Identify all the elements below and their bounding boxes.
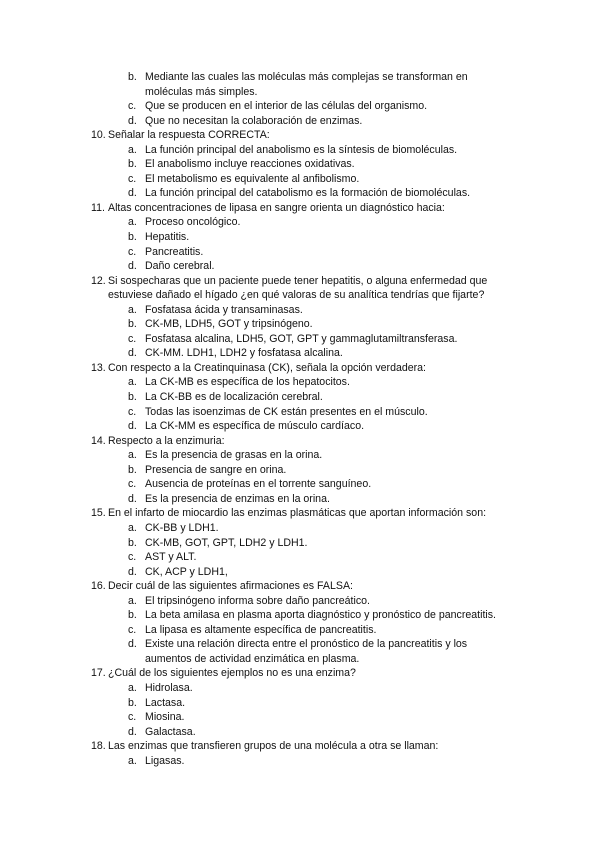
option-text: Existe una relación directa entre el pronóstico de la pancreatitis y los <box>145 638 468 651</box>
answer-option <box>0 259 600 274</box>
question-line <box>0 666 600 681</box>
answer-option <box>0 565 600 580</box>
option-letter: b. <box>128 463 137 476</box>
question-text: Si sospecharas que un paciente puede tener hepatitis, o alguna enfermedad que <box>108 274 488 287</box>
option-line <box>0 259 600 274</box>
question-number: 17. <box>91 667 106 680</box>
option-text: Todas las isoenzimas de CK están presentes en el músculo. <box>145 405 428 418</box>
option-text: AST y ALT. <box>145 551 197 564</box>
option-letter: b. <box>128 536 137 549</box>
question-line <box>0 128 600 143</box>
option-line <box>0 637 600 652</box>
option-line <box>0 157 600 172</box>
question-10 <box>0 128 600 143</box>
option-text: CK-BB y LDH1. <box>145 521 219 534</box>
option-letter: b. <box>128 391 137 404</box>
option-text: La beta amilasa en plasma aporta diagnóstico y pronóstico de pancreatitis. <box>145 609 496 622</box>
option-text: Lactasa. <box>145 696 186 709</box>
answer-option <box>0 157 600 172</box>
option-text: Mediante las cuales las moléculas más complejas se transforman en <box>145 71 468 83</box>
answer-option <box>0 375 600 390</box>
answer-option <box>0 696 600 711</box>
option-text: La CK-MM es específica de músculo cardíaco. <box>145 420 365 433</box>
option-line <box>0 405 600 420</box>
option-letter: a. <box>128 681 137 694</box>
answer-option <box>0 245 600 260</box>
question-text: ¿Cuál de los siguientes ejemplos no es una enzima? <box>108 667 356 680</box>
option-line <box>0 346 600 361</box>
option-letter: a. <box>128 594 137 607</box>
option-line <box>0 332 600 347</box>
option-line <box>0 375 600 390</box>
option-text: Proceso oncológico. <box>145 216 241 229</box>
option-line <box>0 652 600 667</box>
question-line <box>0 579 600 594</box>
question-number: 10. <box>91 129 106 142</box>
question-number: 14. <box>91 434 106 447</box>
answer-option <box>0 186 600 201</box>
option-letter: c. <box>128 478 137 491</box>
option-line <box>0 463 600 478</box>
option-letter: c. <box>128 405 137 418</box>
option-text: CK-MM. LDH1, LDH2 y fosfatasa alcalina. <box>145 347 343 360</box>
answer-option <box>0 303 600 318</box>
option-text: La función principal del catabolismo es la formación de biomoléculas. <box>145 187 471 200</box>
option-line <box>0 114 600 129</box>
answer-option <box>0 681 600 696</box>
question-text: Altas concentraciones de lipasa en sangre orienta un diagnóstico hacia: <box>108 201 445 214</box>
answer-option <box>0 710 600 725</box>
answer-option <box>0 99 600 114</box>
answer-option <box>0 492 600 507</box>
option-letter: a. <box>128 143 137 156</box>
option-text: Hepatitis. <box>145 231 190 244</box>
answer-option <box>0 594 600 609</box>
question-16 <box>0 579 600 594</box>
option-line <box>0 85 600 100</box>
answer-option <box>0 521 600 536</box>
answer-option <box>0 390 600 405</box>
option-line <box>0 317 600 332</box>
option-line <box>0 710 600 725</box>
option-line <box>0 172 600 187</box>
answer-option <box>0 215 600 230</box>
answer-option <box>0 725 600 740</box>
option-text: Que se producen en el interior de las células del organismo. <box>145 100 428 113</box>
option-text: Que no necesitan la colaboración de enzimas. <box>145 114 363 127</box>
answer-option <box>0 623 600 638</box>
answer-option <box>0 346 600 361</box>
option-letter: c. <box>128 551 137 564</box>
answer-option <box>0 419 600 434</box>
question-text: estuviese dañado el hígado ¿en qué valoras de su analítica tendrías que fijarte? <box>108 289 485 302</box>
question-list <box>0 70 600 768</box>
option-text: Es la presencia de grasas en la orina. <box>145 449 323 462</box>
question-number: 12. <box>91 274 106 287</box>
option-letter: b. <box>128 231 137 244</box>
option-line <box>0 696 600 711</box>
option-text: La CK-BB es de localización cerebral. <box>145 391 323 404</box>
option-line <box>0 608 600 623</box>
option-line <box>0 419 600 434</box>
option-line <box>0 390 600 405</box>
question-line <box>0 506 600 521</box>
option-letter: c. <box>128 100 137 113</box>
option-line <box>0 215 600 230</box>
answer-option <box>0 477 600 492</box>
question-number: 13. <box>91 361 106 374</box>
option-letter: d. <box>128 260 137 273</box>
answer-option <box>0 550 600 565</box>
option-line <box>0 70 600 85</box>
option-letter: d. <box>128 420 137 433</box>
answer-option <box>0 536 600 551</box>
option-letter: a. <box>128 521 137 534</box>
answer-option <box>0 143 600 158</box>
option-line <box>0 99 600 114</box>
answer-option <box>0 608 600 623</box>
question-line <box>0 361 600 376</box>
question-text: Las enzimas que transfieren grupos de una molécula a otra se llaman: <box>108 740 439 753</box>
question-line <box>0 288 600 303</box>
option-letter: c. <box>128 172 137 185</box>
answer-option <box>0 70 600 99</box>
answer-option <box>0 172 600 187</box>
option-line <box>0 681 600 696</box>
option-letter: d. <box>128 347 137 360</box>
question-text: Con respecto a la Creatinquinasa (CK), señala la opción verdadera: <box>108 361 426 374</box>
option-text: Presencia de sangre en orina. <box>145 463 287 476</box>
option-text: moléculas más simples. <box>145 85 258 98</box>
option-text: CK-MB, LDH5, GOT y tripsinógeno. <box>145 318 313 331</box>
option-letter: c. <box>128 332 137 345</box>
option-letter: d. <box>128 187 137 200</box>
option-letter: b. <box>128 318 137 331</box>
option-letter: a. <box>128 216 137 229</box>
question-text: Decir cuál de las siguientes afirmaciones es FALSA: <box>108 580 353 593</box>
option-line <box>0 521 600 536</box>
answer-option <box>0 114 600 129</box>
option-text: El anabolismo incluye reacciones oxidativas. <box>145 158 355 171</box>
question-15 <box>0 506 600 521</box>
option-line <box>0 448 600 463</box>
option-text: La lipasa es altamente específica de pancreatitis. <box>145 623 377 636</box>
option-text: Hidrolasa. <box>145 681 193 694</box>
option-letter: b. <box>128 158 137 171</box>
answer-option <box>0 405 600 420</box>
option-text: Miosina. <box>145 711 185 724</box>
option-letter: d. <box>128 492 137 505</box>
option-letter: a. <box>128 754 137 767</box>
question-line <box>0 274 600 289</box>
option-letter: a. <box>128 449 137 462</box>
option-text: CK, ACP y LDH1, <box>145 565 228 578</box>
question-number: 16. <box>91 580 106 593</box>
option-line <box>0 594 600 609</box>
option-letter: c. <box>128 623 137 636</box>
option-line <box>0 754 600 769</box>
question-number: 18. <box>91 740 106 753</box>
answer-option <box>0 448 600 463</box>
option-line <box>0 725 600 740</box>
option-text: La CK-MB es específica de los hepatocitos. <box>145 376 350 389</box>
question-number: 11. <box>91 201 105 214</box>
question-text: En el infarto de miocardio las enzimas plasmáticas que aportan información son: <box>108 507 487 520</box>
option-text: El metabolismo es equivalente al anfibolismo. <box>145 172 360 185</box>
question-11 <box>0 201 600 216</box>
option-letter: b. <box>128 71 137 83</box>
option-text: Galactasa. <box>145 725 196 738</box>
option-line <box>0 550 600 565</box>
question-number: 15. <box>91 507 106 520</box>
option-line <box>0 186 600 201</box>
option-line <box>0 303 600 318</box>
question-12 <box>0 274 600 303</box>
question-line <box>0 739 600 754</box>
option-line <box>0 536 600 551</box>
option-letter: c. <box>128 711 137 724</box>
option-letter: d. <box>128 114 137 127</box>
question-line <box>0 434 600 449</box>
answer-option <box>0 230 600 245</box>
question-17 <box>0 666 600 681</box>
option-text: Ligasas. <box>145 754 185 767</box>
option-letter: d. <box>128 725 137 738</box>
answer-option <box>0 463 600 478</box>
option-text: aumentos de actividad enzimática en plasma. <box>145 652 360 665</box>
option-letter: c. <box>128 245 137 258</box>
option-letter: a. <box>128 376 137 389</box>
answer-option <box>0 637 600 666</box>
option-line <box>0 565 600 580</box>
option-text: La función principal del anabolismo es la síntesis de biomoléculas. <box>145 143 458 156</box>
question-text: Respecto a la enzimuria: <box>108 434 225 447</box>
option-text: Fosfatasa ácida y transaminasas. <box>145 303 303 316</box>
answer-option <box>0 332 600 347</box>
option-text: Ausencia de proteínas en el torrente sanguíneo. <box>145 478 372 491</box>
option-line <box>0 492 600 507</box>
option-letter: b. <box>128 609 137 622</box>
option-text: Pancreatitis. <box>145 245 204 258</box>
option-text: Es la presencia de enzimas en la orina. <box>145 492 330 505</box>
question-13 <box>0 361 600 376</box>
option-line <box>0 230 600 245</box>
option-line <box>0 143 600 158</box>
option-text: CK-MB, GOT, GPT, LDH2 y LDH1. <box>145 536 308 549</box>
option-line <box>0 477 600 492</box>
option-letter: b. <box>128 696 137 709</box>
question-14 <box>0 434 600 449</box>
option-letter: d. <box>128 565 137 578</box>
option-letter: d. <box>128 638 137 651</box>
option-letter: a. <box>128 303 137 316</box>
option-line <box>0 245 600 260</box>
question-line <box>0 201 600 216</box>
option-text: Daño cerebral. <box>145 260 215 273</box>
question-18 <box>0 739 600 754</box>
option-text: Fosfatasa alcalina, LDH5, GOT, GPT y gammaglutamiltransferasa. <box>145 332 458 345</box>
answer-option <box>0 317 600 332</box>
answer-option <box>0 754 600 769</box>
question-text: Señalar la respuesta CORRECTA: <box>108 129 270 142</box>
option-line <box>0 623 600 638</box>
option-text: El tripsinógeno informa sobre daño pancreático. <box>145 594 370 607</box>
